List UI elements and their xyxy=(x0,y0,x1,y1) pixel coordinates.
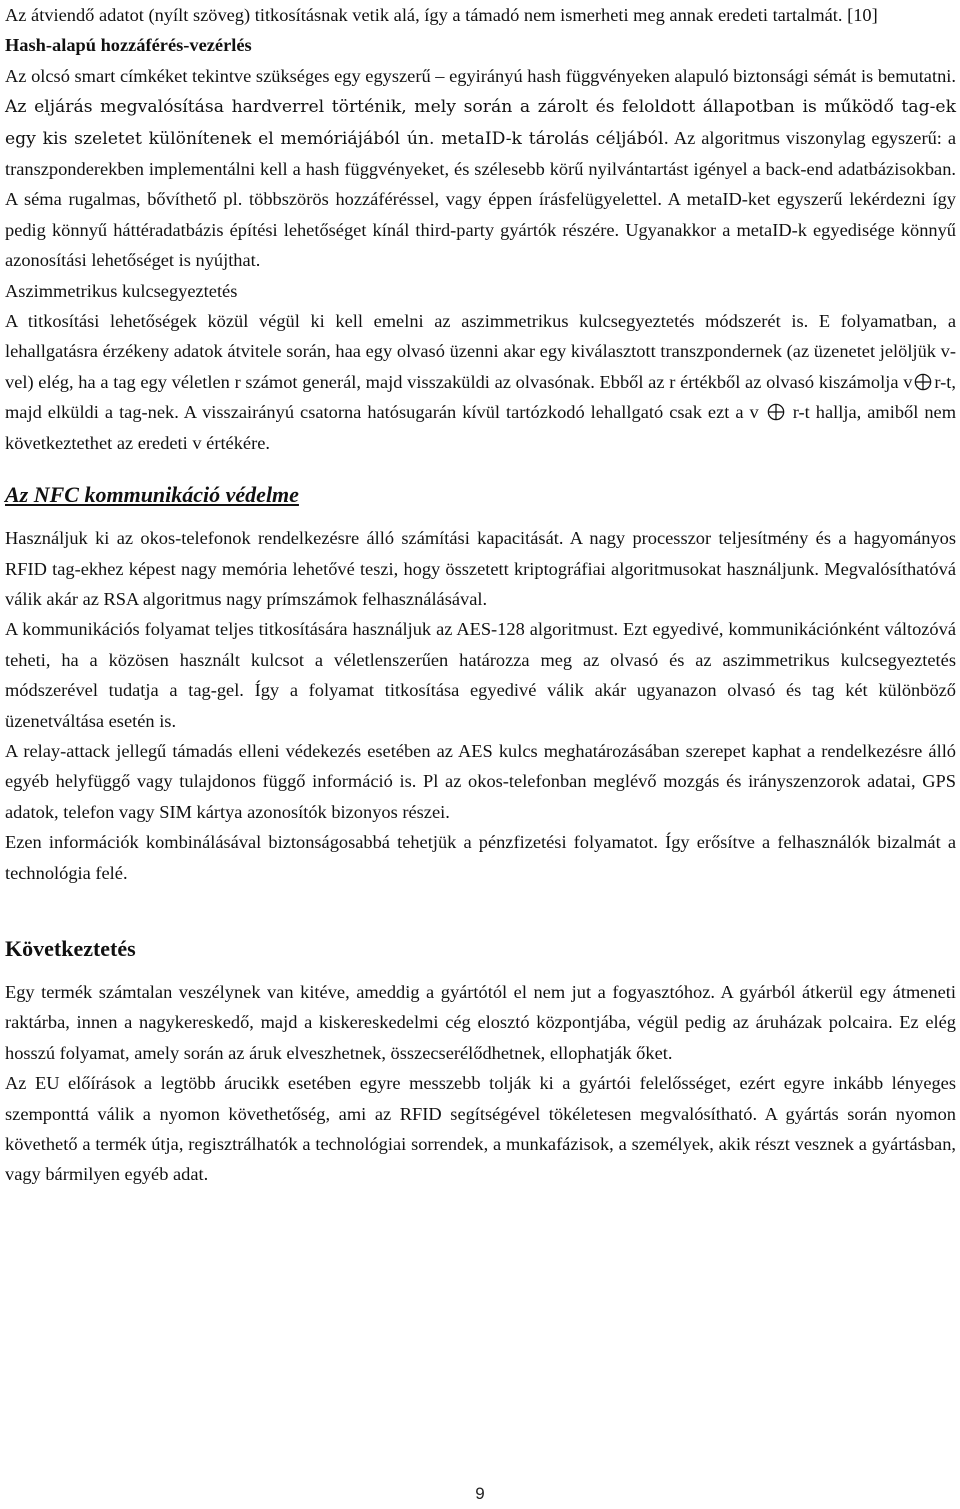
heading-nfc: Az NFC kommunikáció védelme xyxy=(5,482,299,508)
paragraph-hash xyxy=(5,61,956,276)
paragraph-conclusion-2: Az EU előírások a legtöbb árucikk esetében egyre messzebb tolják ki a gyártói felelősséget, ezért egyre inkább lényeges szemponttá válik a nyomon követhetőség, ami az RFID segítségével tökéletesen megvalósítható. A gyártás során nyomon követhető a termék útja, regisztrálhatók a technológiai sorrendek, a munkafázisok, a személyek, akik részt vesznek a gyártásban, vagy bármilyen egyéb adat. xyxy=(5,1073,956,1185)
paragraph-nfc-2: A kommunikációs folyamat teljes titkosítására használjuk az AES-128 algoritmust. Ezt egyedivé, kommunikációnként változóvá teheti, ha a közösen használt kulcsot a véletlenszerűen határozza meg az olvasó és az aszimmetrikus kulcsegyeztetés módszerével tudatja a tag-gel. Így a folyamat titkosítása egyedivé válik akár ugyanazon olvasó és tag két különböző üzenetváltása esetén is. xyxy=(5,619,956,731)
heading-hash-access: Hash-alapú hozzáférés-vezérlés xyxy=(5,35,252,56)
hash-text-2: Az eljárás megvalósítása hardverrel történik, mely során a zárolt és feloldott állapotban is működő tag-ek egy kis szeletet különítenek el memóriájából ún. metaID-k tárolás céljából. xyxy=(5,97,956,149)
paragraph-nfc-3: A relay-attack jellegű támadás elleni védekezés esetében az AES kulcs meghatározásában szerepet kaphat a rendelkezésre álló egyéb helyfüggő vagy tulajdonos függő információ is. Pl az okos-telefonban meglévő mozgás és irányszenzorok adatai, GPS adatok, telefon vagy SIM kártya azonosítók bizonyos részei. xyxy=(5,740,956,822)
asym-text-2: r-t, majd elküldi a tag-nek. A visszairányú csatorna hatósugarán kívül tartózkodó lehallgató csak ezt a v xyxy=(5,371,956,423)
paragraph-conclusion-1: Egy termék számtalan veszélynek van kitéve, ameddig a gyártótól el nem jut a fogyasztóhoz. A gyárból átkerül egy átmeneti raktárba, innen a nagykereskedő, majd a kiskereskedelmi cég elosztó központjába, végül pedig az áruházak polcaira. Ez elég hosszú folyamat, amely során az áruk elveszhetnek, összecserélődhetnek, ellophatják őket. xyxy=(5,981,956,1063)
hash-text-3: Az algoritmus viszonylag egyszerű: a transzponderekben implementálni kell a hash függvényeket, és szélesebb körű nyilvántartást igényel a back-end adatbázisokban. A séma rugalmas, bővíthető pl. többszörös hozzáféréssel, vagy éppen írásfelügyelettel. A metaID-ket egyszerű lekérdezni így pedig könnyű háttéradatbázis építési lehetőséget kínál third-party gyártók részére. Ugyanakkor a metaID-k egyedisége könnyű azonosítási lehetőséget is nyújthat. xyxy=(5,127,956,271)
asym-text-3: r-t hallja, amiből nem következtethet az eredeti v értékére. xyxy=(5,402,956,453)
asym-text-1: A titkosítási lehetőségek közül végül ki kell emelni az aszimmetrikus kulcsegyeztetés módszerét is. E folyamatban, a lehallgatásra érzékeny adatok átvitele során, haa egy olvasó üzenni akar egy kiválasztott transzpondernek (az üzenetet jelöljük v-vel) elég, ha a tag egy véletlen r számot generál, majd visszaküldi az olvasónak. Ebből az r értékből az olvasó kiszámolja v xyxy=(5,311,956,392)
paragraph-nfc-1: Használjuk ki az okos-telefonok rendelkezésre álló számítási kapacitását. A nagy processzor teljesítmény és a hagyományos RFID tag-ekhez képest nagy memória lehetővé teszi, hogy összetett kriptográfiai algoritmusokat használjunk. Megvalósíthatóvá válik akár az RSA algoritmus nagy prímszámok felhasználásával. xyxy=(5,528,956,609)
xor-icon xyxy=(767,403,785,421)
hash-text-1: Az olcsó smart címkéket tekintve szükséges egy egyszerű – egyirányú hash függvényeken alapuló biztonsági sémát is bemutatni. xyxy=(5,65,956,86)
document-page xyxy=(5,0,956,1190)
xor-icon xyxy=(914,373,932,391)
paragraph-intro: Az átviendő adatot (nyílt szöveg) titkosításnak vetik alá, így a támadó nem ismerheti meg annak eredeti tartalmát. [10] xyxy=(5,5,878,25)
heading-conclusion: Következtetés xyxy=(5,935,136,961)
page-number: 9 xyxy=(475,1484,485,1503)
paragraph-asymmetric xyxy=(5,306,956,458)
paragraph-nfc-4: Ezen információk kombinálásával biztonságosabbá tehetjük a pénzfizetési folyamatot. Így erősítve a felhasználók bizalmát a technológia felé. xyxy=(5,832,956,883)
heading-asymmetric: Aszimmetrikus kulcsegyeztetés xyxy=(5,280,238,301)
